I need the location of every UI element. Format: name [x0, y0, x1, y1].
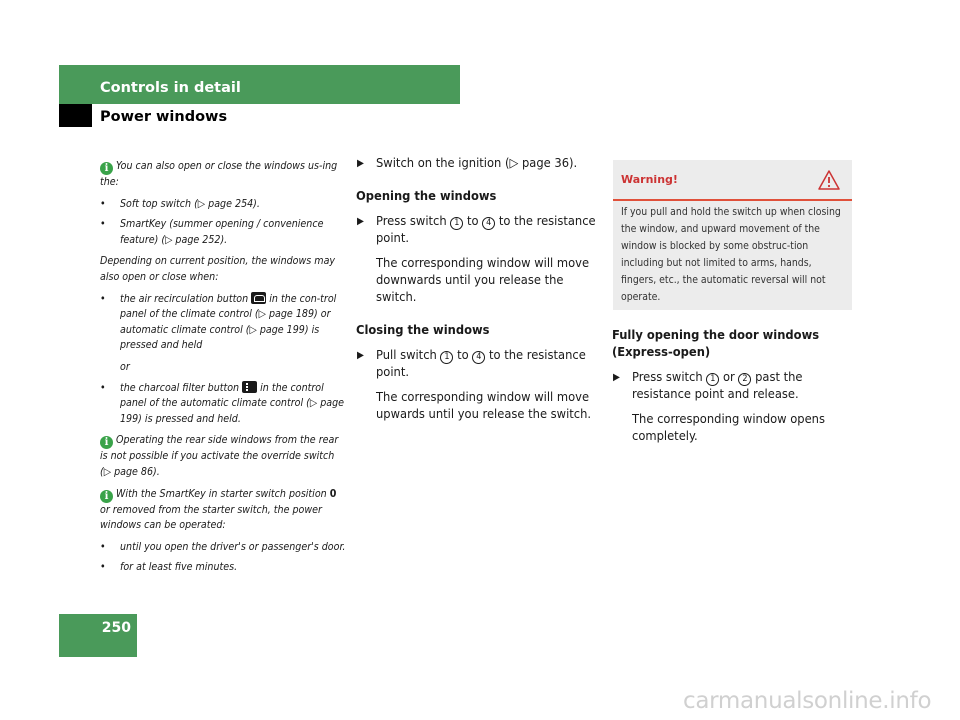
page-subtitle: Power windows: [100, 109, 228, 125]
list-item-text: Soft top switch (▷ page 254).: [120, 197, 260, 210]
switch-position: 0: [329, 487, 337, 500]
switch-number: 1: [450, 217, 463, 230]
bullet-icon: •: [100, 218, 106, 231]
header-marker: [59, 104, 92, 127]
step-arrow-icon: ▶: [357, 216, 364, 227]
list-item: [100, 560, 346, 576]
list-item: [100, 381, 346, 428]
bullet-icon: •: [100, 540, 106, 553]
list-item: [100, 292, 346, 354]
step-result: The corresponding window will move downwards until you release the switch.: [376, 256, 590, 305]
step-arrow-icon: ▶: [613, 372, 620, 383]
switch-number: 4: [482, 217, 495, 230]
bullet-icon: •: [100, 197, 106, 210]
step-text: Switch on the ignition (▷ page 36).: [376, 156, 578, 171]
step-text: or: [722, 370, 735, 385]
step-arrow-icon: ▶: [357, 158, 364, 169]
instruction-step: [356, 155, 598, 172]
step-arrow-icon: ▶: [357, 350, 364, 361]
step-text: to: [457, 348, 469, 363]
list-item-text: for at least five minutes.: [120, 561, 238, 574]
info-icon: i: [100, 436, 113, 449]
info-note: [100, 433, 346, 480]
list-item: [100, 217, 346, 248]
list-item-text: in the control panel of the automatic climate control (▷ page 199) is pressed and held.: [120, 381, 345, 425]
info-icon: i: [100, 162, 113, 175]
instructions-column: [356, 155, 598, 423]
info-note: [100, 487, 346, 534]
info-icon: i: [100, 490, 113, 503]
note-list: [100, 540, 346, 576]
page-number: 250: [101, 620, 131, 636]
switch-number: 1: [706, 373, 719, 386]
bullet-icon: •: [100, 292, 106, 305]
note-text: or removed from the starter switch, the power windows can be operated:: [100, 503, 322, 532]
warning-box: [613, 160, 852, 310]
step-text: Press switch: [632, 370, 703, 385]
instruction-step: [356, 213, 598, 247]
section-heading: Opening the windows: [356, 189, 497, 204]
note-list: [100, 197, 346, 249]
step-text: Press switch: [376, 214, 447, 229]
instruction-step: [356, 347, 598, 381]
condition-list: [100, 292, 346, 354]
step-text: to: [466, 214, 479, 229]
note-text: You can also open or close the windows us-ing the:: [100, 160, 338, 188]
express-open-column: [612, 327, 842, 445]
step-text: Pull switch: [376, 348, 437, 363]
page-number-tab: [59, 614, 137, 657]
warning-divider: [613, 199, 852, 201]
step-text: to the resistance point.: [376, 214, 596, 246]
step-result: The corresponding window opens completely.: [632, 412, 825, 444]
section-heading: Fully opening the door windows (Express-open): [612, 328, 820, 360]
bullet-icon: •: [100, 561, 106, 574]
body-paragraph: Depending on current position, the windows may also open or close when:: [100, 255, 336, 283]
notes-column: [100, 159, 346, 582]
warning-triangle-icon: [818, 170, 840, 190]
warning-title: Warning!: [621, 173, 678, 186]
section-heading: Closing the windows: [356, 323, 490, 338]
warning-text: If you pull and hold the switch up when closing the window, and upward movement of the window is blocked by some obstruc-tion including but not limited to arms, hands, fingers, etc., the automatic reversal will not operate.: [621, 206, 841, 303]
section-title: Controls in detail: [100, 80, 241, 96]
bullet-icon: •: [100, 381, 106, 394]
instruction-step: [612, 369, 842, 403]
info-note: [100, 159, 346, 191]
list-item: [100, 197, 346, 213]
watermark: carmanualsonline.info: [683, 688, 932, 714]
note-text: Operating the rear side windows from the rear is not possible if you activate the override switch (▷ page 86).: [100, 434, 339, 478]
charcoal-filter-icon: [242, 381, 257, 393]
air-recirculation-icon: [251, 292, 266, 304]
step-result: The corresponding window will move upwards until you release the switch.: [376, 390, 592, 422]
list-item-text: the air recirculation button: [120, 292, 249, 305]
note-text: With the SmartKey in starter switch position: [116, 487, 327, 500]
switch-number: 4: [472, 351, 485, 364]
list-item-text: in the con-trol panel of the climate control (▷ page 189) or automatic climate control (▷ page 199) is pressed and held: [120, 292, 337, 352]
or-text: or: [120, 360, 130, 373]
condition-list: [100, 381, 346, 428]
switch-number: 1: [440, 351, 453, 364]
step-text: past the resistance point and release.: [632, 370, 803, 402]
list-item-text: SmartKey (summer opening / convenience feature) (▷ page 252).: [120, 218, 324, 246]
list-item: [100, 540, 346, 556]
list-item-text: the charcoal filter button: [120, 381, 240, 394]
step-text: to the resistance point.: [376, 348, 586, 380]
list-item-text: until you open the driver's or passenger's door.: [120, 540, 346, 553]
switch-number: 2: [738, 373, 751, 386]
